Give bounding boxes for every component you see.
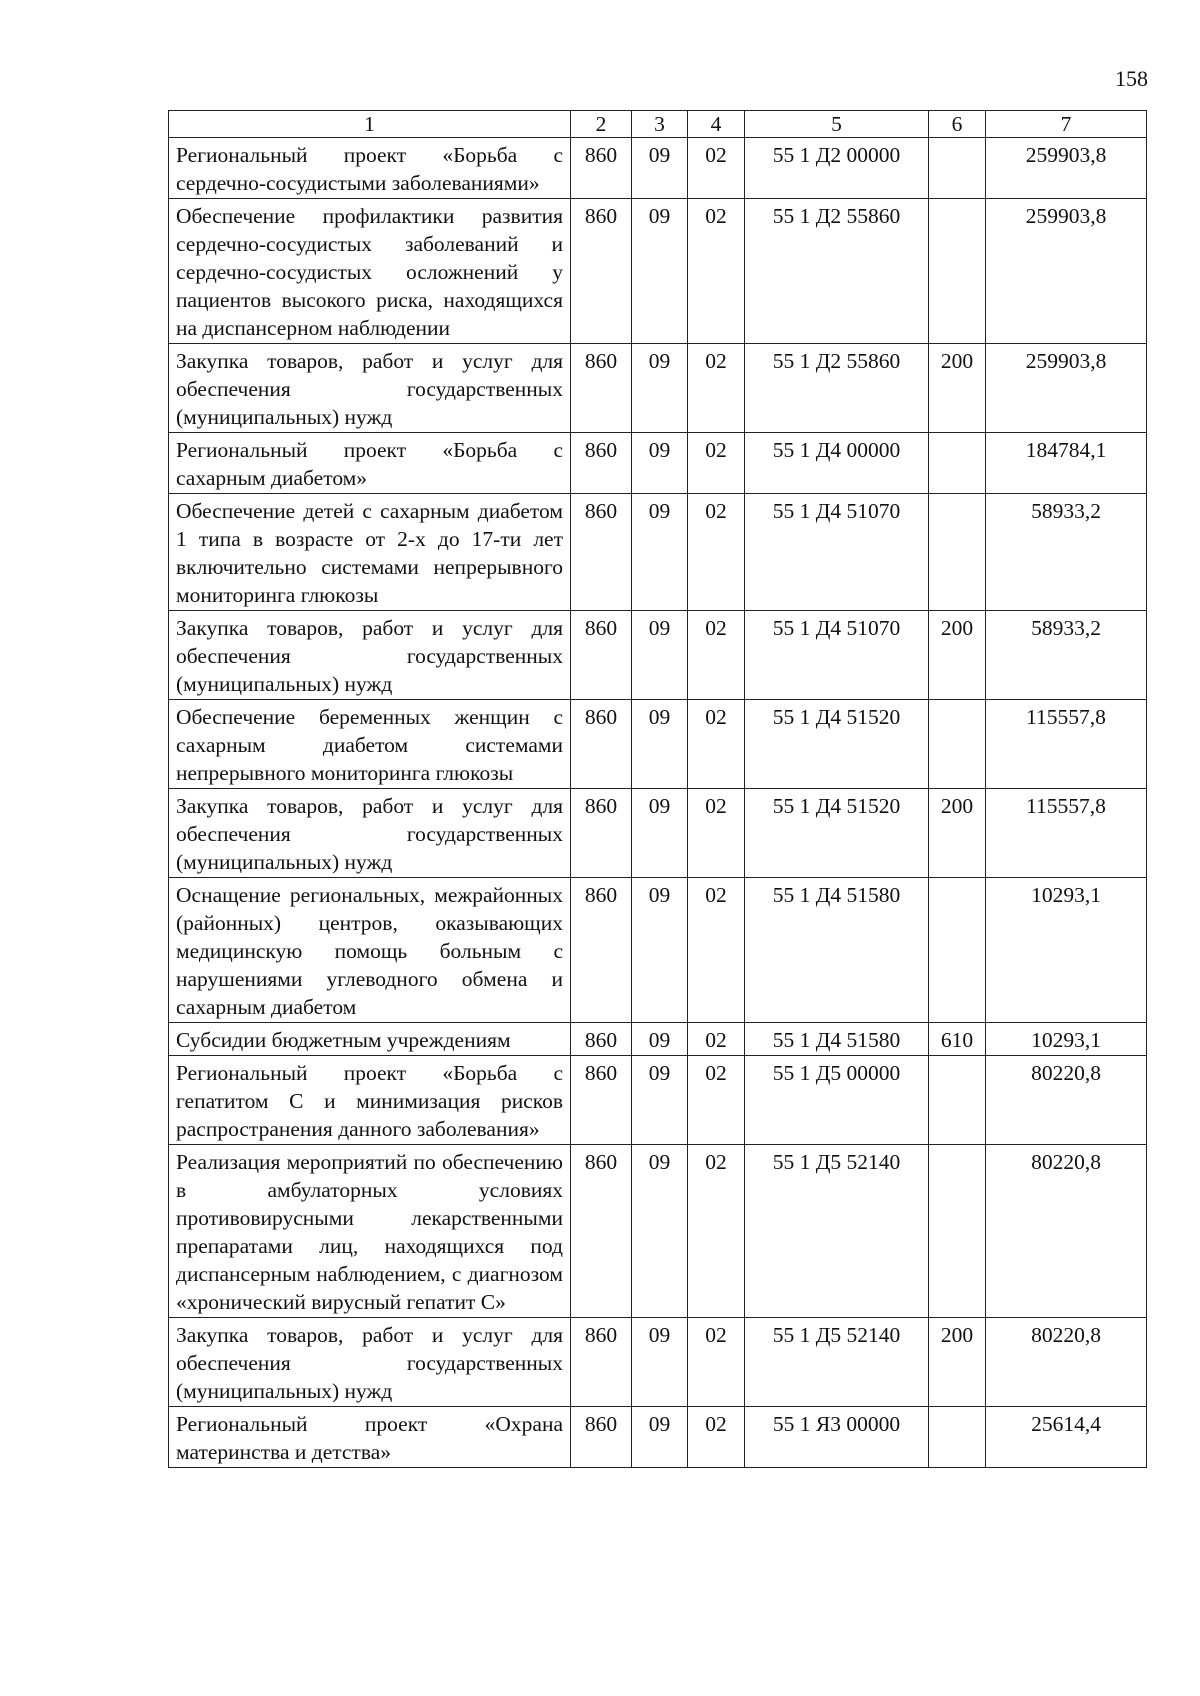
section-cell: 09 [632,1145,688,1318]
subsection-cell: 02 [688,344,745,433]
target-article-cell: 55 1 Д4 51070 [745,494,929,611]
section-cell: 09 [632,1056,688,1145]
subsection-cell: 02 [688,138,745,199]
target-article-cell: 55 1 Д5 52140 [745,1145,929,1318]
code-cell: 860 [571,1023,632,1056]
expense-type-cell: 200 [929,1318,986,1407]
subsection-cell: 02 [688,1407,745,1468]
amount-cell: 184784,1 [986,433,1147,494]
expense-type-cell [929,700,986,789]
row-name-cell: Региональный проект «Борьба с сахарным диабетом» [169,433,571,494]
section-cell: 09 [632,344,688,433]
expense-type-cell [929,1407,986,1468]
table-row [169,1056,1147,1145]
code-cell: 860 [571,199,632,344]
table-row [169,611,1147,700]
table-body [169,138,1147,1468]
code-cell: 860 [571,138,632,199]
section-cell: 09 [632,878,688,1023]
table-row [169,1407,1147,1468]
column-header: 6 [929,111,986,138]
row-name-cell: Закупка товаров, работ и услуг для обеспечения государственных (муниципальных) нужд [169,789,571,878]
table-row [169,700,1147,789]
expense-type-cell [929,1145,986,1318]
amount-cell: 80220,8 [986,1056,1147,1145]
amount-cell: 10293,1 [986,878,1147,1023]
target-article-cell: 55 1 Д2 00000 [745,138,929,199]
column-header: 4 [688,111,745,138]
budget-table [168,110,1147,1468]
subsection-cell: 02 [688,1145,745,1318]
subsection-cell: 02 [688,494,745,611]
row-name-cell: Региональный проект «Борьба с сердечно-сосудистыми заболеваниями» [169,138,571,199]
table-row [169,433,1147,494]
code-cell: 860 [571,1318,632,1407]
subsection-cell: 02 [688,433,745,494]
expense-type-cell: 200 [929,611,986,700]
column-header: 7 [986,111,1147,138]
expense-type-cell [929,138,986,199]
subsection-cell: 02 [688,199,745,344]
amount-cell: 25614,4 [986,1407,1147,1468]
expense-type-cell [929,433,986,494]
table-row [169,199,1147,344]
amount-cell: 80220,8 [986,1145,1147,1318]
amount-cell: 10293,1 [986,1023,1147,1056]
code-cell: 860 [571,1056,632,1145]
target-article-cell: 55 1 Д2 55860 [745,344,929,433]
amount-cell: 259903,8 [986,138,1147,199]
amount-cell: 259903,8 [986,199,1147,344]
target-article-cell: 55 1 Д4 51580 [745,878,929,1023]
section-cell: 09 [632,1318,688,1407]
section-cell: 09 [632,138,688,199]
code-cell: 860 [571,494,632,611]
table-header [169,111,1147,138]
row-name-cell: Региональный проект «Борьба с гепатитом С и минимизация рисков распространения данного заболевания» [169,1056,571,1145]
page-number: 158 [1115,66,1148,91]
subsection-cell: 02 [688,1318,745,1407]
column-header: 3 [632,111,688,138]
amount-cell: 58933,2 [986,494,1147,611]
code-cell: 860 [571,344,632,433]
row-name-cell: Обеспечение профилактики развития сердечно-сосудистых заболеваний и сердечно-сосудистых осложнений у пациентов высокого риска, находящихся на диспансерном наблюдении [169,199,571,344]
section-cell: 09 [632,494,688,611]
row-name-cell: Обеспечение детей с сахарным диабетом 1 типа в возрасте от 2-х до 17-ти лет включительно системами непрерывного мониторинга глюкозы [169,494,571,611]
code-cell: 860 [571,789,632,878]
subsection-cell: 02 [688,1023,745,1056]
expense-type-cell [929,199,986,344]
row-name-cell: Закупка товаров, работ и услуг для обеспечения государственных (муниципальных) нужд [169,344,571,433]
table-row [169,494,1147,611]
subsection-cell: 02 [688,878,745,1023]
target-article-cell: 55 1 Д5 00000 [745,1056,929,1145]
amount-cell: 115557,8 [986,700,1147,789]
row-name-cell: Региональный проект «Охрана материнства и детства» [169,1407,571,1468]
table-row [169,1318,1147,1407]
column-header: 2 [571,111,632,138]
section-cell: 09 [632,611,688,700]
row-name-cell: Закупка товаров, работ и услуг для обеспечения государственных (муниципальных) нужд [169,611,571,700]
row-name-cell: Реализация мероприятий по обеспечению в амбулаторных условиях противовирусными лекарственными препаратами лиц, находящихся под диспансерным наблюдением, с диагнозом «хронический вирусный гепатит С» [169,1145,571,1318]
expense-type-cell [929,1056,986,1145]
expense-type-cell: 610 [929,1023,986,1056]
amount-cell: 80220,8 [986,1318,1147,1407]
code-cell: 860 [571,433,632,494]
expense-type-cell [929,878,986,1023]
section-cell: 09 [632,199,688,344]
target-article-cell: 55 1 Д5 52140 [745,1318,929,1407]
table-row [169,1145,1147,1318]
table-row [169,878,1147,1023]
section-cell: 09 [632,789,688,878]
amount-cell: 259903,8 [986,344,1147,433]
table-row [169,789,1147,878]
header-row [169,111,1147,138]
subsection-cell: 02 [688,700,745,789]
section-cell: 09 [632,1407,688,1468]
section-cell: 09 [632,700,688,789]
code-cell: 860 [571,611,632,700]
target-article-cell: 55 1 Д4 51520 [745,789,929,878]
amount-cell: 115557,8 [986,789,1147,878]
code-cell: 860 [571,1145,632,1318]
subsection-cell: 02 [688,611,745,700]
table-row [169,138,1147,199]
target-article-cell: 55 1 Я3 00000 [745,1407,929,1468]
amount-cell: 58933,2 [986,611,1147,700]
section-cell: 09 [632,433,688,494]
code-cell: 860 [571,700,632,789]
target-article-cell: 55 1 Д4 51070 [745,611,929,700]
column-header: 1 [169,111,571,138]
expense-type-cell: 200 [929,789,986,878]
code-cell: 860 [571,878,632,1023]
section-cell: 09 [632,1023,688,1056]
subsection-cell: 02 [688,1056,745,1145]
target-article-cell: 55 1 Д4 51520 [745,700,929,789]
target-article-cell: 55 1 Д4 51580 [745,1023,929,1056]
column-header: 5 [745,111,929,138]
expense-type-cell: 200 [929,344,986,433]
row-name-cell: Субсидии бюджетным учреждениям [169,1023,571,1056]
table-row [169,344,1147,433]
table-row [169,1023,1147,1056]
code-cell: 860 [571,1407,632,1468]
target-article-cell: 55 1 Д4 00000 [745,433,929,494]
expense-type-cell [929,494,986,611]
subsection-cell: 02 [688,789,745,878]
row-name-cell: Оснащение региональных, межрайонных (районных) центров, оказывающих медицинскую помощь больным с нарушениями углеводного обмена и сахарным диабетом [169,878,571,1023]
row-name-cell: Закупка товаров, работ и услуг для обеспечения государственных (муниципальных) нужд [169,1318,571,1407]
target-article-cell: 55 1 Д2 55860 [745,199,929,344]
row-name-cell: Обеспечение беременных женщин с сахарным диабетом системами непрерывного мониторинга глюкозы [169,700,571,789]
